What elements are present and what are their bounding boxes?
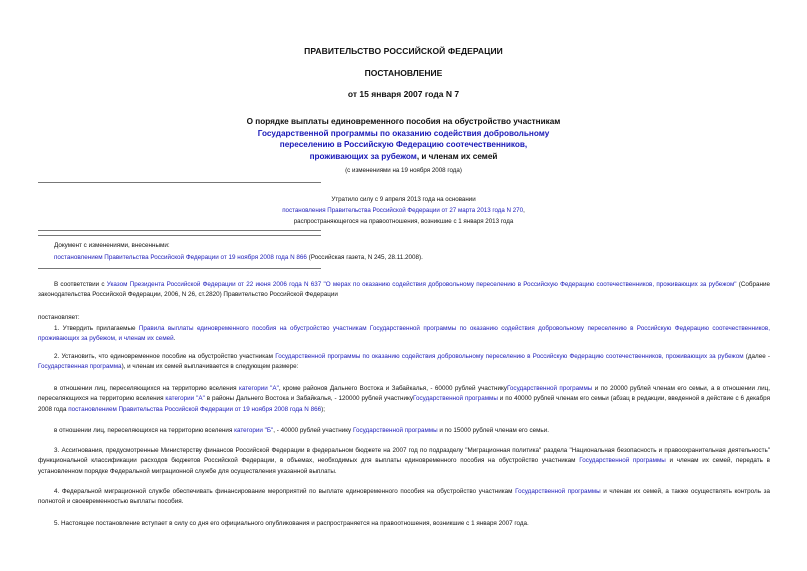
changes-note: (с изменениями на 19 ноября 2008 года) <box>345 167 462 174</box>
title-program-link-2[interactable]: переселению в Российскую Федерацию соотечественников, <box>279 140 528 149</box>
program-short-link[interactable]: Государственной программы <box>352 427 438 434</box>
category-a-link[interactable]: категории "А" <box>165 395 205 403</box>
text: 2. Установить, что единовременное пособие на обустройство участникам <box>54 353 276 360</box>
program-short-link[interactable]: Государственной программы <box>579 457 666 465</box>
program-short-link[interactable]: Государственной программы <box>506 385 593 392</box>
presidential-decree-link[interactable]: Указом Президента Российской Федерации от 22 июня 2006 года N 637 "О мерах по оказанию содействия добровольному переселению в Российскую Федерацию соотечественников, проживающих за рубежом" <box>106 281 737 288</box>
expired-line-3: распространяющегося на правоотношения, возникшие с 1 января 2013 года <box>293 217 514 225</box>
title-program-link[interactable]: Государственной программы по оказанию содействия добровольному <box>257 128 550 138</box>
paragraph-category-b <box>38 426 770 436</box>
document-title <box>0 116 807 162</box>
document-type: ПОСТАНОВЛЕНИЕ <box>364 68 443 78</box>
text: (Собрание законодательства Российской Федерации, 2006, N 26, ст.2820) Правительство Российской Федерации <box>38 281 770 299</box>
category-a-link[interactable]: категории "А" <box>238 385 279 392</box>
expired-tail: , <box>523 206 525 214</box>
text: ); <box>321 405 325 413</box>
program-short-link[interactable]: Государственной программы <box>413 395 498 403</box>
program-link[interactable]: Государственной программы по оказанию содействия добровольному переселению в Российскую Федерацию соотечественников, проживающих за рубежом <box>275 353 744 360</box>
decrees-word: постановляет: <box>38 314 80 321</box>
expired-note <box>0 195 807 227</box>
text: и по 20000 рублей членам его семьи, а в отношении лиц, переселяющихся на территорию вселения <box>38 385 770 403</box>
amendment-decree-link[interactable]: постановлением Правительства Российской Федерации от 19 ноября 2008 года N 866 <box>54 253 307 261</box>
government-heading: ПРАВИТЕЛЬСТВО РОССИЙСКОЙ ФЕДЕРАЦИИ <box>304 46 503 56</box>
divider <box>38 268 321 269</box>
text: и членам их семей, передать в установленном порядке Федеральной миграционной службе для осуществления указанной выплаты. <box>38 457 770 475</box>
text: 1. Утвердить прилагаемые <box>54 325 139 332</box>
document-date-number: от 15 января 2007 года N 7 <box>347 89 460 99</box>
text: и членам их семей, а также осуществлять контроль за полнотой и своевременностью выплаты пособия. <box>38 488 770 506</box>
text: и по 40000 рублей членам его семьи (абзац в редакции, введенной в действие с 6 декабря 2008 года <box>38 395 770 413</box>
paragraph-3 <box>38 446 770 477</box>
rules-link[interactable]: Правила выплаты единовременного пособия на обустройство участникам Государственной программы по оказанию содействия добровольному переселению в Российскую Федерацию соотечественников, проживающих за рубежом, и членам их семей <box>38 325 771 343</box>
text: в районы Дальнего Востока и Забайкалья, - 120000 рублей участнику <box>204 395 413 403</box>
paragraph-4 <box>38 487 770 508</box>
text: 4. Федеральной миграционной службе обеспечивать финансирование мероприятий по выплате единовременного пособия на обустройство участникам <box>54 488 516 495</box>
text: ), и членам их семей выплачивается в следующем размере: <box>121 363 299 371</box>
amendment-decree-link[interactable]: постановлением Правительства Российской Федерации от 19 ноября 2008 года N 866 <box>68 405 322 413</box>
title-tail: , и членам их семей <box>416 151 498 161</box>
text: в отношении лиц, переселяющихся на территорию вселения <box>54 427 235 434</box>
expired-line: Утратило силу с 9 апреля 2013 года на основании <box>331 196 476 203</box>
title-line: О порядке выплаты единовременного пособия на обустройство участникам <box>246 117 561 126</box>
title-program-link-3[interactable]: проживающих за рубежом <box>309 151 417 161</box>
paragraph-5: 5. Настоящее постановление вступает в силу со дня его официального опубликования и распространяется на правоотношения, возникшие с 1 января 2007 года. <box>54 520 529 527</box>
divider <box>38 230 321 231</box>
text: и по 15000 рублей членам его семьи. <box>437 427 549 434</box>
text: (далее - <box>743 353 770 360</box>
paragraph-category-a <box>38 384 770 415</box>
text: 3. Ассигнования, предусмотренные Министерству финансов Российской Федерации в федеральном бюджете на 2007 год по подразделу "Миграционная политика" раздела "Национальная безопасность и правоохранительная деятельность" функциональной классификации расходов бюджетов Российской Федерации, в объемах, необходимых для выплаты единовременного пособия на обустройство участникам <box>38 447 770 465</box>
paragraph-1 <box>38 324 770 345</box>
amendments-intro: Документ с изменениями, внесенными: <box>54 242 170 249</box>
amendments-block <box>54 240 423 263</box>
text: . <box>173 335 176 343</box>
program-short-link[interactable]: Государственная программа <box>38 363 122 371</box>
text: , - 40000 рублей участнику <box>273 427 353 434</box>
amendment-source: (Российская газета, N 245, 28.11.2008). <box>306 253 423 261</box>
divider <box>38 235 321 236</box>
category-b-link[interactable]: категории "Б" <box>234 427 274 434</box>
preamble-paragraph <box>38 280 770 301</box>
text: , кроме районов Дальнего Востока и Забайкалья, - 60000 рублей участнику <box>278 385 507 392</box>
text: в отношении лиц, переселяющихся на территорию вселения <box>54 385 239 392</box>
program-short-link[interactable]: Государственной программы <box>515 488 601 495</box>
divider <box>38 182 321 183</box>
expired-decree-link[interactable]: постановления Правительства Российской Федерации от 27 марта 2013 года N 270 <box>282 206 524 214</box>
text: В соответствии с <box>54 281 107 288</box>
paragraph-2 <box>38 352 770 373</box>
